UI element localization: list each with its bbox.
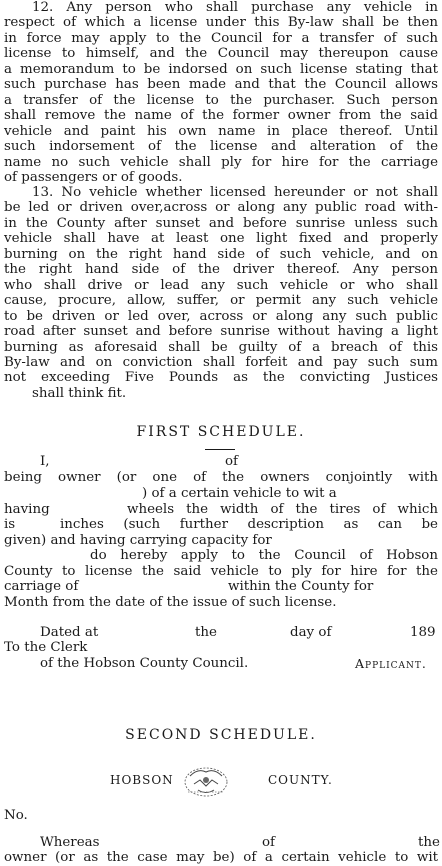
by-law-13-line: be led or driven over,across or along any public road with-	[4, 200, 438, 216]
form-i: I,	[40, 454, 50, 469]
by-law-12-line: in force may apply to the Council for a transfer of such	[4, 30, 438, 46]
by-law-12-paragraph	[4, 0, 438, 185]
by-law-13-line: By-law and on conviction shall forfeit and pay such sum	[4, 354, 438, 370]
by-law-12-line: such purchase has been made and that the Council allows	[4, 77, 438, 93]
by-law-12-line: a memorandum to be indorsed on such license stating that	[4, 61, 438, 77]
by-law-12-line: of passengers or of goods.	[4, 169, 183, 185]
form-line: having	[4, 502, 50, 517]
day-of-label: day of	[290, 625, 332, 640]
the-label: the	[195, 625, 217, 640]
form-line: do hereby apply to the Council of Hobson	[90, 548, 438, 563]
owner-line: owner (or as the case may be) of a certain vehicle to wit	[4, 850, 438, 865]
number-label: No.	[4, 808, 28, 823]
applicant-label: Applicant.	[355, 656, 427, 671]
first-schedule-title: FIRST SCHEDULE.	[136, 424, 306, 440]
by-law-12-line: a transfer of the license to the purchaser. Such person	[4, 92, 438, 108]
county-seal-image	[180, 762, 232, 800]
by-law-13-paragraph	[4, 185, 438, 401]
hobson-label: HOBSON	[110, 773, 174, 787]
form-line: inches (such further description as can be	[60, 517, 438, 532]
by-law-12-line: such indorsement of the license and alteration of the	[4, 139, 438, 155]
of-label: of	[262, 835, 276, 850]
form-line: within the County for	[228, 579, 374, 594]
form-line: County to license the said vehicle to ply for hire for the	[4, 564, 438, 579]
by-law-13-line: not exceeding Five Pounds as the convicting Justices	[4, 370, 438, 386]
by-law-12-line: 12. Any person who shall purchase any vehicle in	[32, 0, 438, 15]
form-of: of	[225, 454, 239, 469]
by-law-13-line: in the County after sunset and before sunrise unless such	[4, 215, 438, 231]
by-law-13-line: road after sunset and before sunrise without having a light	[4, 324, 438, 340]
form-line: Month from the date of the issue of such license.	[4, 595, 337, 610]
year-label: 189	[410, 625, 436, 640]
by-law-13-line: burning on the right hand side of such vehicle, and on	[4, 246, 438, 262]
by-law-13-line: who shall drive or lead any such vehicle or who shall	[4, 277, 438, 293]
form-line: being owner (or one of the owners conjointly with	[4, 470, 438, 485]
to-clerk-label: To the Clerk	[4, 640, 88, 655]
second-schedule-title: SECOND SCHEDULE.	[125, 727, 317, 743]
form-line: ) of a certain vehicle to wit a	[142, 486, 337, 501]
dated-at-label: Dated at	[40, 625, 99, 640]
by-law-13-line: cause, procure, allow, suffer, or permit any such vehicle	[4, 293, 438, 309]
form-line: is	[4, 517, 16, 532]
the-label-2: the	[418, 835, 440, 850]
council-label: of the Hobson County Council.	[40, 656, 249, 671]
whereas-label: Whereas	[40, 835, 100, 850]
by-law-13-line: burning as aforesaid shall be guilty of a breach of this	[4, 339, 438, 355]
form-line: carriage of	[4, 579, 79, 594]
title-divider	[205, 449, 235, 450]
by-law-12-line: vehicle and paint his own name in place thereof. Until	[4, 123, 438, 139]
form-line: wheels the width of the tires of which	[127, 502, 438, 517]
by-law-12-line: name no such vehicle shall ply for hire for the carriage	[4, 154, 438, 170]
by-law-13-line: vehicle shall have at least one light fixed and properly	[4, 231, 438, 247]
form-line: given) and having carrying capacity for	[4, 533, 272, 548]
by-law-13-line: the right hand side of the driver thereof. Any person	[4, 262, 438, 278]
by-law-12-line: shall remove the name of the former owner from the said	[4, 108, 438, 124]
by-law-13-line: to be driven or led over, across or along any such public	[4, 308, 438, 324]
by-law-13-line: shall think fit.	[32, 385, 127, 401]
county-label: COUNTY.	[268, 773, 333, 787]
by-law-12-line: respect of which a license under this By-law shall be then	[4, 15, 438, 31]
by-law-12-line: license to himself, and the Council may thereupon cause	[4, 46, 438, 62]
by-law-13-line: 13. No vehicle whether licensed hereunder or not shall	[32, 185, 438, 200]
